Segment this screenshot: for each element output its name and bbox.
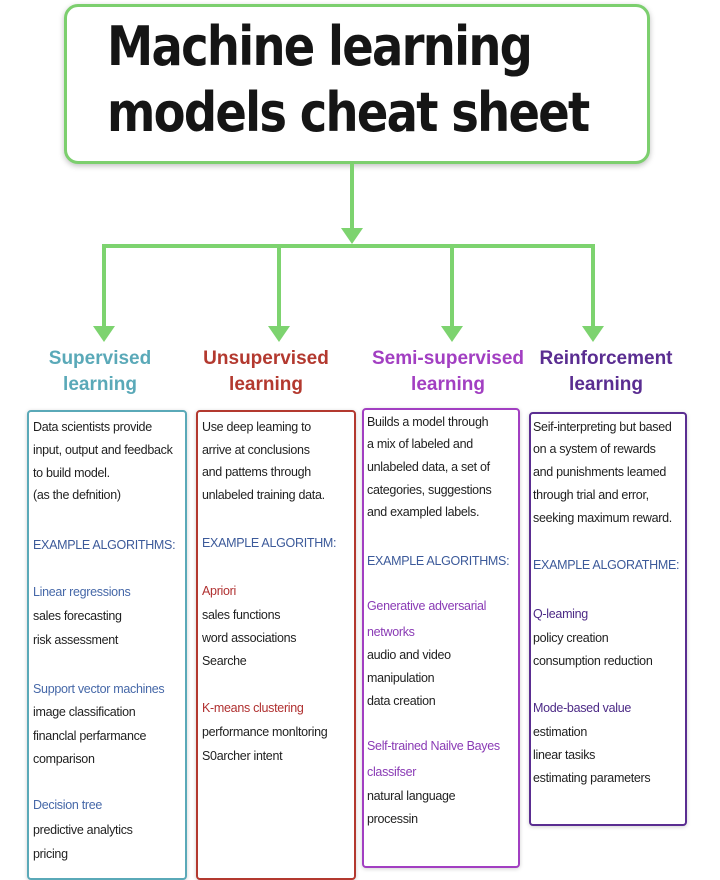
column-title-line: Supervised — [48, 348, 152, 369]
algorithm-name: Generative adversarial — [367, 599, 487, 613]
column-title-line: learning — [229, 374, 303, 395]
description-line: unlabeled data, a set of — [367, 460, 490, 474]
description-line: Use deep leaming to — [202, 420, 311, 434]
algorithm-use: processin — [367, 812, 418, 826]
description-line: and pattems through — [202, 465, 311, 479]
algorithm-use: policy creation — [533, 631, 609, 645]
column-title-line: Semi-supervised — [371, 348, 525, 369]
example-algorithms-header: EXAMPLE ALGORITHM: — [202, 536, 337, 550]
algorithm-name: Support vector machines — [33, 682, 165, 696]
algorithm-name: Decision tree — [33, 798, 103, 812]
description-line: seeking maximum reward. — [533, 511, 672, 525]
column-title-line: learning — [63, 374, 137, 395]
example-algorithms-header: EXAMPLE ALGORITHMS: — [367, 554, 510, 568]
algorithm-name: Mode-based value — [533, 701, 632, 715]
column-title-line: learning — [569, 374, 643, 395]
title-line-2: models cheat sheet — [107, 81, 589, 144]
algorithm-use: linear tasiks — [533, 748, 596, 762]
column-title-reinforcement — [526, 346, 686, 398]
algorithm-use: consumption reduction — [533, 654, 653, 668]
algorithm-name: Apriori — [202, 584, 237, 598]
description-line: categories, suggestions — [367, 483, 492, 497]
algorithm-use: data creation — [367, 694, 436, 708]
description-line: a mix of labeled and — [367, 437, 473, 451]
algorithm-use: sales forecasting — [33, 609, 122, 623]
example-algorithms-header: EXAMPLE ALGORATHME: — [533, 558, 680, 572]
column-title-line: learning — [411, 374, 485, 395]
column-title-unsupervised — [186, 346, 346, 398]
description-line: unlabeled training data. — [202, 488, 325, 502]
description-line: Data scientists provide — [33, 420, 152, 434]
description-line: and exampled labels. — [367, 505, 480, 519]
description-line: input, output and feedback — [33, 443, 173, 457]
algorithm-name: K-means clustering — [202, 701, 304, 715]
algorithm-use: financlal perfarmance — [33, 729, 147, 743]
stem-arrowhead — [341, 228, 363, 244]
description-line: arrive at conclusions — [202, 443, 310, 457]
algorithm-use: predictive analytics — [33, 823, 133, 837]
column-title-supervised — [20, 346, 180, 398]
algorithm-use: sales functions — [202, 608, 281, 622]
example-algorithms-header: EXAMPLE ALGORITHMS: — [33, 538, 176, 552]
algorithm-use: Searche — [202, 654, 247, 668]
algorithm-use: word associations — [202, 631, 297, 645]
algorithm-use: audio and video — [367, 648, 451, 662]
algorithm-use: natural language — [367, 789, 456, 803]
column-title-line: Reinforcement — [539, 348, 673, 369]
description-line: (as the defnition) — [33, 488, 121, 502]
card-unsupervised — [196, 410, 356, 880]
algorithm-use: pricing — [33, 847, 68, 861]
branch-arrowhead-1 — [268, 326, 290, 342]
algorithm-use: manipulation — [367, 671, 435, 685]
algorithm-use: estimation — [533, 725, 587, 739]
title-line-1: Machine learning — [107, 15, 532, 78]
column-title-line: Unsupervised — [203, 348, 329, 369]
algorithm-use: performance monltoring — [202, 725, 328, 739]
description-line: Seif-interpreting but based — [533, 420, 672, 434]
description-line: on a system of rewards — [533, 442, 656, 456]
algorithm-name: Q-leaming — [533, 607, 588, 621]
algorithm-use: image classification — [33, 705, 136, 719]
algorithm-name: Self-trained Nailve Bayes — [367, 739, 500, 753]
algorithm-name: networks — [367, 625, 415, 639]
description-line: to build model. — [33, 466, 110, 480]
branch-arrowhead-0 — [93, 326, 115, 342]
description-line: Builds a model through — [367, 415, 489, 429]
algorithm-use: estimating parameters — [533, 771, 651, 785]
description-line: through trial and error, — [533, 488, 649, 502]
algorithm-name: classifser — [367, 765, 417, 779]
algorithm-name: Linear regressions — [33, 585, 131, 599]
description-line: and punishments leamed — [533, 465, 667, 479]
branch-arrowhead-3 — [582, 326, 604, 342]
algorithm-use: comparison — [33, 752, 95, 766]
algorithm-use: S0archer intent — [202, 749, 283, 763]
algorithm-use: risk assessment — [33, 633, 119, 647]
branch-arrowhead-2 — [441, 326, 463, 342]
column-title-semi_supervised — [364, 346, 532, 398]
